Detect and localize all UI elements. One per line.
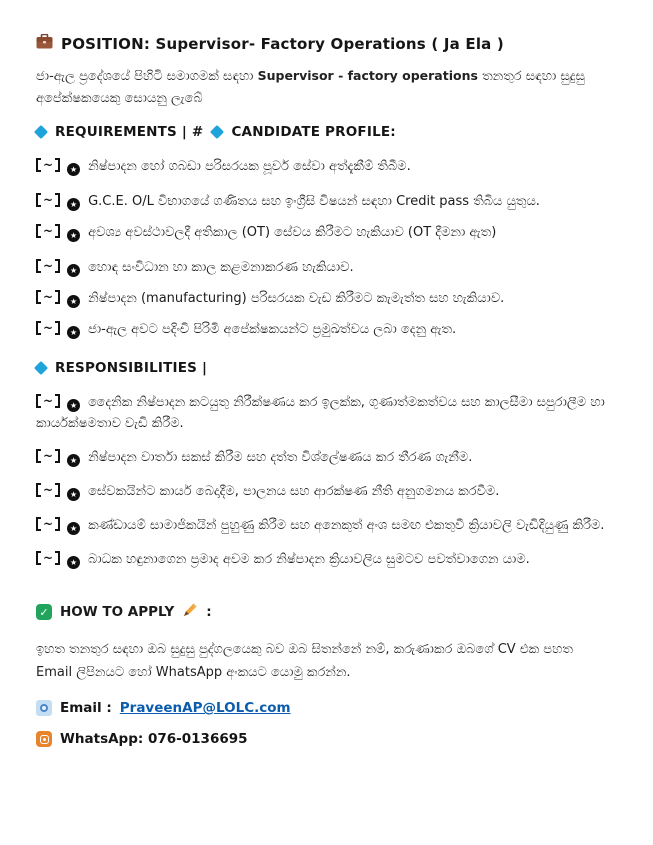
tilde-glyph: ~	[43, 193, 54, 207]
bracket-right	[55, 449, 60, 463]
bracket-right	[55, 517, 60, 531]
star-bullet-icon: ★	[67, 454, 80, 467]
email-link[interactable]: PraveenAP@LOLC.com	[119, 700, 291, 716]
whatsapp-icon	[36, 731, 52, 747]
bracket-right	[55, 321, 60, 335]
tilde-glyph: ~	[43, 290, 54, 304]
bracket-left	[36, 158, 41, 172]
bullet-marker	[36, 259, 60, 273]
requirement-text: නිෂ්පාදන හෝ ගබඩා පරිසරයක පූර්ව සේවා අත්දැකීම් තිබීම.	[88, 159, 411, 174]
responsibility-text: බාධක හඳුනාගෙන ප්‍රමාද අවම කර නිෂ්පාදන ක්‍රියාවලිය සුමටව පවත්වාගෙන යාම.	[88, 552, 530, 567]
bracket-left	[36, 290, 41, 304]
bullet-marker	[36, 193, 60, 207]
bracket-left	[36, 483, 41, 497]
how-to-apply-section	[36, 602, 613, 747]
requirements-heading-right: CANDIDATE PROFILE:	[231, 124, 396, 140]
whatsapp-row	[36, 731, 613, 747]
heading-colon: :	[206, 604, 212, 620]
responsibility-item	[36, 447, 613, 468]
intro-part1: ජා-ඇල ප්‍රදේශයේ පිහිටි සමාගමක් සඳහා	[36, 69, 254, 84]
bullet-marker	[36, 551, 60, 565]
title-location: ( Ja Ela )	[431, 34, 504, 53]
requirement-text: ජා-ඇල අවට පදිංචි පිරිමි අපේක්ෂකයන්ට ප්‍රමුඛත්වය ලබා දෙනු ඇත.	[88, 322, 457, 337]
star-bullet-icon: ★	[67, 163, 80, 176]
tilde-glyph: ~	[43, 321, 54, 335]
email-at-glyph	[40, 704, 48, 712]
intro-paragraph	[36, 65, 613, 110]
responsibility-text: කණ්ඩායම් සාමාජිකයින් පුහුණු කිරීම සහ අනෙකුත් අංශ සමඟ එකතුවී ක්‍රියාවලි වැඩිදියුණු කිරීම.	[88, 518, 605, 533]
title-role: Supervisor- Factory Operations	[155, 34, 426, 53]
tilde-glyph: ~	[43, 449, 54, 463]
requirement-item	[36, 288, 613, 309]
green-check-icon	[36, 604, 52, 620]
responsibility-item	[36, 481, 613, 502]
bracket-right	[55, 483, 60, 497]
requirements-heading-left: REQUIREMENTS | #	[55, 124, 204, 140]
requirements-heading	[36, 124, 613, 140]
title-prefix: POSITION:	[61, 34, 151, 53]
whatsapp-lens-glyph	[40, 735, 49, 744]
star-bullet-icon: ★	[67, 556, 80, 569]
requirement-text: අවශ්‍ය අවස්ථාවලදී අතිකාල (OT) සේවය කිරීමට හැකියාව (OT දීමනා ඇත)	[88, 225, 497, 240]
responsibility-text: සේවකයින්ට කාර්ය බෙදාදීම, පාලනය සහ ආරක්ෂණ නීති අනුගමනය කරවීම.	[88, 484, 500, 499]
star-bullet-icon: ★	[67, 229, 80, 242]
tilde-glyph: ~	[43, 224, 54, 238]
whatsapp-label: WhatsApp:	[60, 731, 144, 747]
responsibility-item	[36, 515, 613, 536]
responsibility-text: නිෂ්පාදන වාර්තා සකස් කිරීම සහ දත්ත විශ්ලේෂණය කර තීරණ ගැනීම.	[88, 450, 473, 465]
bracket-left	[36, 449, 41, 463]
bracket-left	[36, 193, 41, 207]
how-to-apply-text: HOW TO APPLY	[60, 604, 175, 620]
bracket-right	[55, 158, 60, 172]
bracket-left	[36, 224, 41, 238]
bullet-marker	[36, 158, 60, 172]
briefcase-icon	[36, 34, 53, 53]
blue-diamond-icon	[34, 125, 48, 139]
bracket-right	[55, 394, 60, 408]
responsibility-text: දෛනික නිෂ්පාදන කටයුතු නිරීක්ෂණය කර ඉලක්ක, ගුණාත්මකත්වය සහ කාලසීමා සපුරාලීම හා කාර්යක්ෂමතාව වැඩි කිරීම.	[36, 395, 605, 431]
bracket-right	[55, 224, 60, 238]
email-label: Email :	[60, 700, 112, 716]
bullet-marker	[36, 449, 60, 463]
whatsapp-label-and-number	[60, 731, 248, 747]
requirement-item	[36, 257, 613, 278]
bullet-marker	[36, 517, 60, 531]
bullet-marker	[36, 224, 60, 238]
star-bullet-icon: ★	[67, 264, 80, 277]
whatsapp-number: 076-0136695	[147, 731, 248, 747]
bullet-marker	[36, 394, 60, 408]
bracket-left	[36, 394, 41, 408]
blue-diamond-icon	[34, 361, 48, 375]
email-row	[36, 700, 613, 716]
tilde-glyph: ~	[43, 517, 54, 531]
bracket-left	[36, 259, 41, 273]
star-bullet-icon: ★	[67, 399, 80, 412]
bracket-right	[55, 551, 60, 565]
tilde-glyph: ~	[43, 394, 54, 408]
responsibility-item	[36, 549, 613, 570]
requirement-item	[36, 191, 613, 212]
star-bullet-icon: ★	[67, 488, 80, 501]
bracket-right	[55, 193, 60, 207]
blue-diamond-icon	[210, 125, 224, 139]
intro-part2: තනතුර සඳහා සුදුසු අපේක්ෂකයෙකු සොයනු ලැබේ	[36, 69, 585, 106]
tilde-glyph: ~	[43, 483, 54, 497]
bracket-left	[36, 517, 41, 531]
star-bullet-icon: ★	[67, 295, 80, 308]
writing-hand-icon	[182, 602, 198, 622]
responsibilities-list	[36, 392, 613, 570]
bracket-right	[55, 290, 60, 304]
apply-instruction: ඉහත තනතුර සඳහා ඔබ සුදුසු පුද්ගලයෙකු බව ඔබ සිතන්නේ නම්, කරුණාකර ඔබගේ CV එක පහත Email ලිපිනයට හෝ WhatsApp අංකයට යොමු කරන්න.	[36, 642, 573, 680]
responsibility-item	[36, 392, 613, 434]
how-to-apply-heading	[36, 602, 613, 622]
bullet-marker	[36, 290, 60, 304]
tilde-glyph: ~	[43, 158, 54, 172]
requirement-text: G.C.E. O/L විභාගයේ ගණිතය සහ ඉංග්‍රීසි විෂයන් සඳහා Credit pass තිබිය යුතුය.	[88, 194, 540, 209]
requirement-item	[36, 222, 613, 243]
requirement-text: නිෂ්පාදන (manufacturing) පරිසරයක වැඩ කිරීමට කැමැත්ත සහ හැකියාව.	[88, 291, 505, 306]
requirement-item	[36, 319, 613, 340]
page-title	[61, 35, 504, 53]
position-title-row	[36, 34, 613, 53]
star-bullet-icon: ★	[67, 198, 80, 211]
requirement-item	[36, 156, 613, 177]
bracket-right	[55, 259, 60, 273]
tilde-glyph: ~	[43, 551, 54, 565]
bullet-marker	[36, 483, 60, 497]
email-icon	[36, 700, 52, 716]
responsibilities-heading	[36, 360, 613, 376]
requirement-text: හොඳ සංවිධාන හා කාල කළමනාකරණ හැකියාව.	[88, 260, 354, 275]
bullet-marker	[36, 321, 60, 335]
intro-role-bold: Supervisor - factory operations	[257, 68, 478, 83]
star-bullet-icon: ★	[67, 522, 80, 535]
bracket-left	[36, 551, 41, 565]
bracket-left	[36, 321, 41, 335]
requirements-list	[36, 156, 613, 340]
responsibilities-heading-text: RESPONSIBILITIES |	[55, 360, 208, 376]
star-bullet-icon: ★	[67, 326, 80, 339]
tilde-glyph: ~	[43, 259, 54, 273]
